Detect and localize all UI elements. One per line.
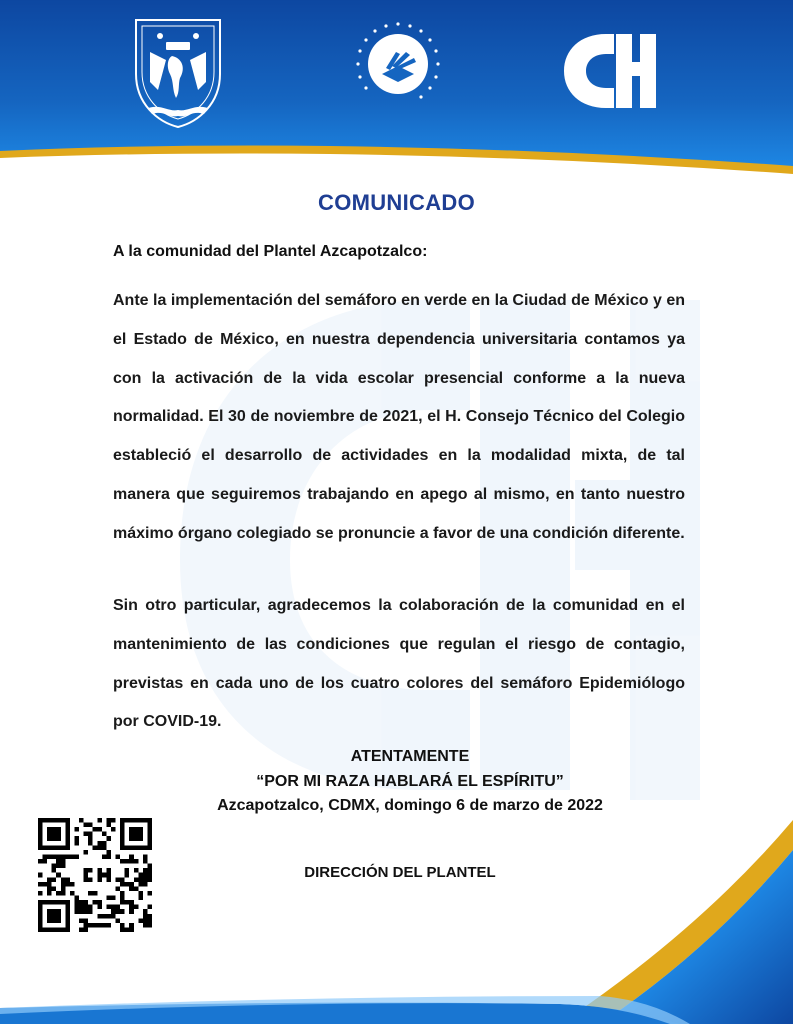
signature-office: DIRECCIÓN DEL PLANTEL [304,864,496,881]
motto: “POR MI RAZA HABLARÁ EL ESPÍRITU” [256,772,564,790]
qr-code-icon [38,818,152,932]
cch-monogram-icon [562,30,658,112]
document-title: COMUNICADO [318,190,475,215]
signature-block [120,745,700,819]
closing: ATENTAMENTE [350,748,470,765]
greeting: A la comunidad del Plantel Azcapotzalco: [113,243,428,260]
unam-shield-icon [128,12,228,130]
paragraph-2: Sin otro particular, agradecemos la colaboración de la comunidad en el mantenimiento de las condiciones que regulan el riesgo de contagio, previstas en cada uno de los cuatro colores del semáforo Epidemiólogo por COVID-19. [113,597,685,731]
place-date: Azcapotzalco, CDMX, domingo 6 de marzo de 2022 [217,797,603,814]
paragraph-1: Ante la implementación del semáforo en verde en la Ciudad de México y en el Estado de México, en nuestra dependencia universitaria contamos ya con la activación de la vida escolar presencial conforme a la nueva normalidad. El 30 de noviembre de 2021, el H. Consejo Técnico del Colegio estableció el desarrollo de actividades en la modalidad mixta, de tal manera que seguiremos trabajando en apego al mismo, en tanto nuestro máximo órgano colegiado se pronuncie a favor de una condición diferente. [113,292,685,542]
cch-book-circle-icon [352,18,444,110]
